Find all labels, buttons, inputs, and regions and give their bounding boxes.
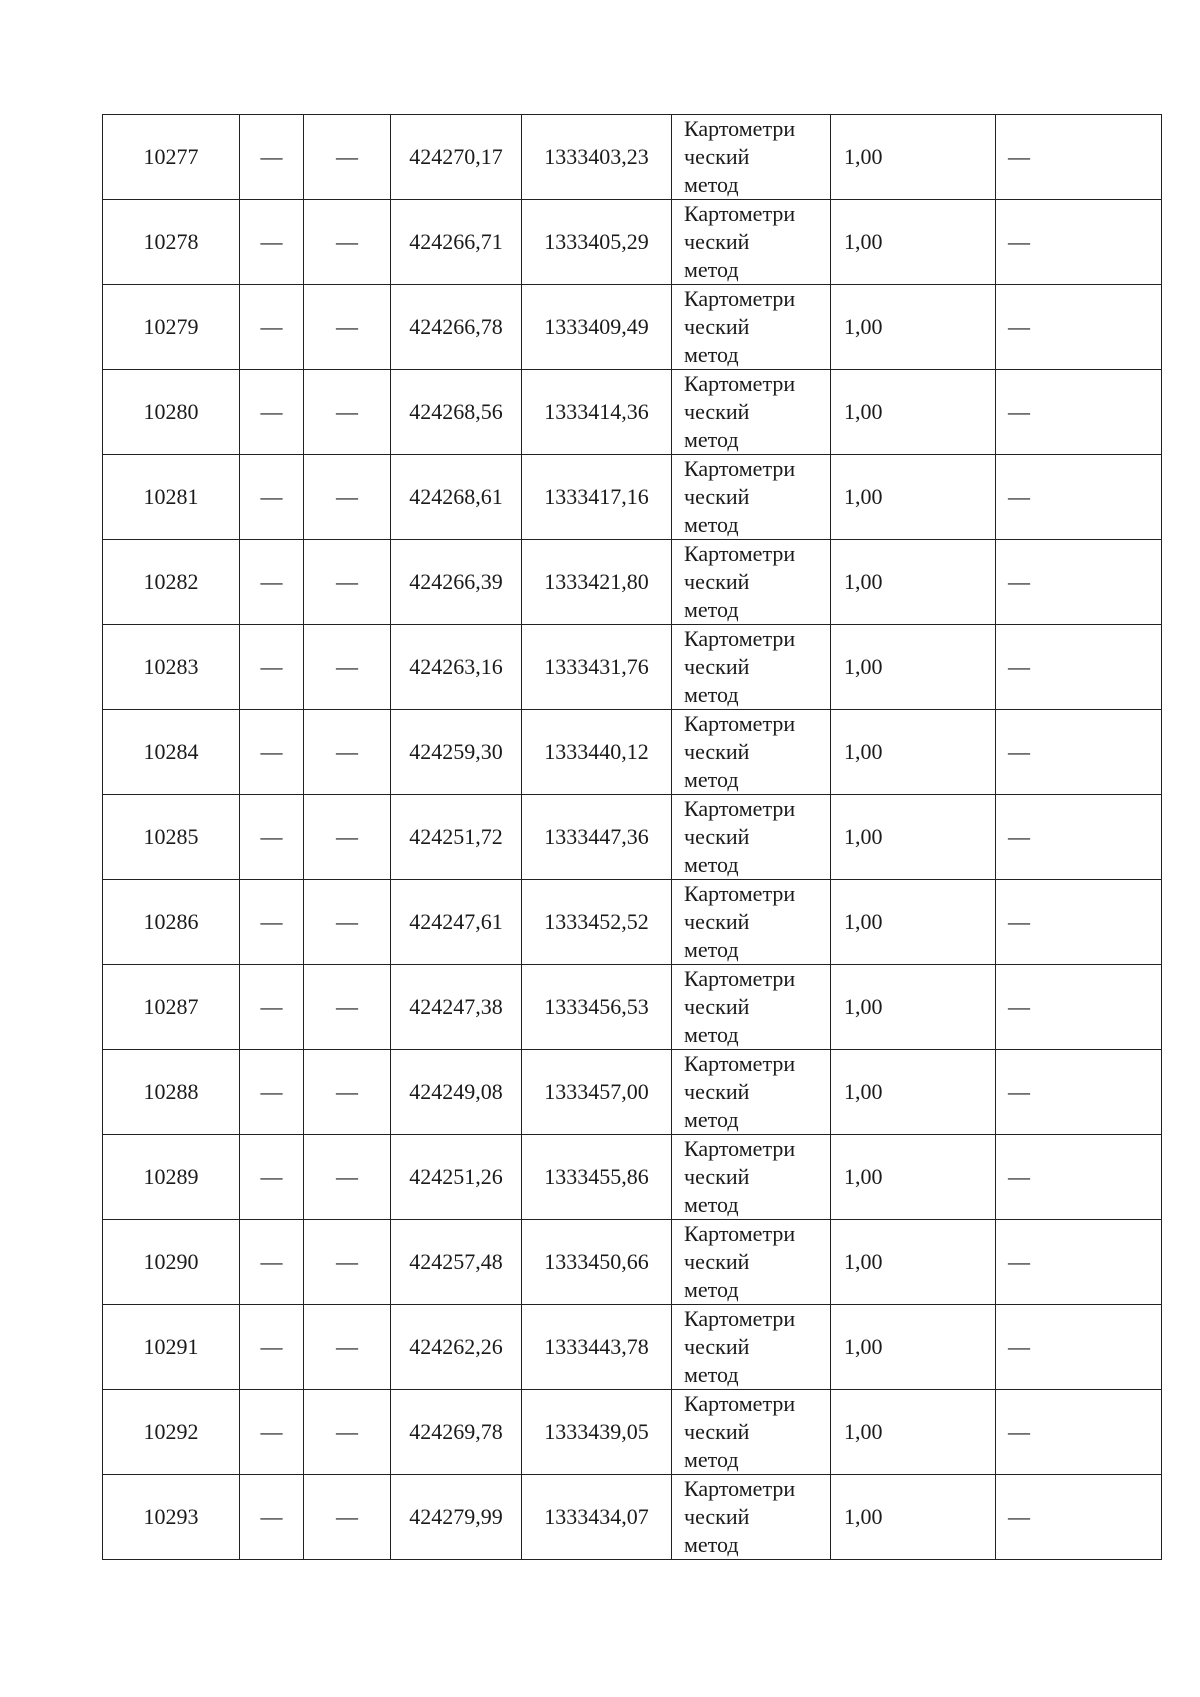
- accuracy-cell: 1,00: [831, 1305, 996, 1390]
- coordinate-y-cell: 1333455,86: [522, 1135, 672, 1220]
- previous-x-cell: —: [240, 455, 304, 540]
- coordinate-y-cell: 1333452,52: [522, 880, 672, 965]
- accuracy-cell: 1,00: [831, 1475, 996, 1560]
- note-cell: —: [996, 285, 1162, 370]
- table-row: [103, 965, 1162, 1050]
- method-cell: Картометри ческий метод: [672, 285, 831, 370]
- point-number-cell: 10281: [103, 455, 240, 540]
- coordinate-x-cell: 424266,71: [391, 200, 522, 285]
- point-number-cell: 10292: [103, 1390, 240, 1475]
- table-row: [103, 1390, 1162, 1475]
- coordinate-y-cell: 1333456,53: [522, 965, 672, 1050]
- note-cell: —: [996, 795, 1162, 880]
- coordinate-x-cell: 424249,08: [391, 1050, 522, 1135]
- accuracy-cell: 1,00: [831, 200, 996, 285]
- previous-y-cell: —: [304, 710, 391, 795]
- coordinate-x-cell: 424247,61: [391, 880, 522, 965]
- table-row: [103, 1220, 1162, 1305]
- coordinate-y-cell: 1333421,80: [522, 540, 672, 625]
- point-number-cell: 10290: [103, 1220, 240, 1305]
- coordinate-y-cell: 1333447,36: [522, 795, 672, 880]
- table-row: [103, 1050, 1162, 1135]
- previous-x-cell: —: [240, 1135, 304, 1220]
- coordinate-y-cell: 1333457,00: [522, 1050, 672, 1135]
- point-number-cell: 10279: [103, 285, 240, 370]
- point-number-cell: 10277: [103, 115, 240, 200]
- accuracy-cell: 1,00: [831, 1220, 996, 1305]
- table-row: [103, 1305, 1162, 1390]
- coordinate-y-cell: 1333417,16: [522, 455, 672, 540]
- coordinate-x-cell: 424263,16: [391, 625, 522, 710]
- accuracy-cell: 1,00: [831, 625, 996, 710]
- previous-x-cell: —: [240, 795, 304, 880]
- coordinate-x-cell: 424268,56: [391, 370, 522, 455]
- note-cell: —: [996, 540, 1162, 625]
- accuracy-cell: 1,00: [831, 710, 996, 795]
- method-cell: Картометри ческий метод: [672, 200, 831, 285]
- coordinate-y-cell: 1333434,07: [522, 1475, 672, 1560]
- previous-x-cell: —: [240, 880, 304, 965]
- coordinate-y-cell: 1333405,29: [522, 200, 672, 285]
- coordinate-x-cell: 424268,61: [391, 455, 522, 540]
- previous-y-cell: —: [304, 1305, 391, 1390]
- previous-x-cell: —: [240, 285, 304, 370]
- method-cell: Картометри ческий метод: [672, 115, 831, 200]
- method-cell: Картометри ческий метод: [672, 880, 831, 965]
- table-row: [103, 795, 1162, 880]
- accuracy-cell: 1,00: [831, 540, 996, 625]
- coordinate-y-cell: 1333440,12: [522, 710, 672, 795]
- previous-x-cell: —: [240, 115, 304, 200]
- method-cell: Картометри ческий метод: [672, 455, 831, 540]
- note-cell: —: [996, 625, 1162, 710]
- method-cell: Картометри ческий метод: [672, 625, 831, 710]
- previous-y-cell: —: [304, 285, 391, 370]
- note-cell: —: [996, 710, 1162, 795]
- note-cell: —: [996, 1390, 1162, 1475]
- accuracy-cell: 1,00: [831, 115, 996, 200]
- note-cell: —: [996, 115, 1162, 200]
- coordinate-x-cell: 424247,38: [391, 965, 522, 1050]
- previous-y-cell: —: [304, 1475, 391, 1560]
- previous-y-cell: —: [304, 115, 391, 200]
- previous-y-cell: —: [304, 880, 391, 965]
- accuracy-cell: 1,00: [831, 285, 996, 370]
- coordinate-x-cell: 424266,78: [391, 285, 522, 370]
- previous-y-cell: —: [304, 625, 391, 710]
- previous-y-cell: —: [304, 1390, 391, 1475]
- method-cell: Картометри ческий метод: [672, 710, 831, 795]
- point-number-cell: 10286: [103, 880, 240, 965]
- coordinate-y-cell: 1333409,49: [522, 285, 672, 370]
- previous-y-cell: —: [304, 455, 391, 540]
- note-cell: —: [996, 1220, 1162, 1305]
- previous-y-cell: —: [304, 370, 391, 455]
- previous-y-cell: —: [304, 200, 391, 285]
- note-cell: —: [996, 965, 1162, 1050]
- previous-y-cell: —: [304, 540, 391, 625]
- coordinates-table: [102, 114, 1162, 1560]
- point-number-cell: 10284: [103, 710, 240, 795]
- coordinate-x-cell: 424266,39: [391, 540, 522, 625]
- table-row: [103, 200, 1162, 285]
- coordinate-y-cell: 1333431,76: [522, 625, 672, 710]
- previous-x-cell: —: [240, 710, 304, 795]
- method-cell: Картометри ческий метод: [672, 1135, 831, 1220]
- table-row: [103, 285, 1162, 370]
- point-number-cell: 10283: [103, 625, 240, 710]
- accuracy-cell: 1,00: [831, 795, 996, 880]
- coordinate-x-cell: 424270,17: [391, 115, 522, 200]
- method-cell: Картометри ческий метод: [672, 540, 831, 625]
- point-number-cell: 10287: [103, 965, 240, 1050]
- accuracy-cell: 1,00: [831, 880, 996, 965]
- note-cell: —: [996, 1050, 1162, 1135]
- coordinate-y-cell: 1333414,36: [522, 370, 672, 455]
- method-cell: Картометри ческий метод: [672, 1305, 831, 1390]
- note-cell: —: [996, 455, 1162, 540]
- previous-x-cell: —: [240, 1305, 304, 1390]
- note-cell: —: [996, 880, 1162, 965]
- point-number-cell: 10291: [103, 1305, 240, 1390]
- previous-x-cell: —: [240, 370, 304, 455]
- point-number-cell: 10280: [103, 370, 240, 455]
- table-row: [103, 710, 1162, 795]
- coordinate-x-cell: 424257,48: [391, 1220, 522, 1305]
- accuracy-cell: 1,00: [831, 1390, 996, 1475]
- method-cell: Картометри ческий метод: [672, 1390, 831, 1475]
- table-row: [103, 540, 1162, 625]
- coordinate-x-cell: 424279,99: [391, 1475, 522, 1560]
- table-row: [103, 1475, 1162, 1560]
- previous-x-cell: —: [240, 540, 304, 625]
- method-cell: Картометри ческий метод: [672, 1220, 831, 1305]
- previous-y-cell: —: [304, 1050, 391, 1135]
- point-number-cell: 10285: [103, 795, 240, 880]
- coordinate-y-cell: 1333403,23: [522, 115, 672, 200]
- method-cell: Картометри ческий метод: [672, 370, 831, 455]
- coordinate-y-cell: 1333439,05: [522, 1390, 672, 1475]
- note-cell: —: [996, 1305, 1162, 1390]
- previous-x-cell: —: [240, 1050, 304, 1135]
- previous-x-cell: —: [240, 625, 304, 710]
- previous-y-cell: —: [304, 1220, 391, 1305]
- previous-x-cell: —: [240, 1220, 304, 1305]
- coordinate-y-cell: 1333443,78: [522, 1305, 672, 1390]
- accuracy-cell: 1,00: [831, 370, 996, 455]
- method-cell: Картометри ческий метод: [672, 1475, 831, 1560]
- previous-x-cell: —: [240, 200, 304, 285]
- accuracy-cell: 1,00: [831, 455, 996, 540]
- coordinate-x-cell: 424251,72: [391, 795, 522, 880]
- previous-x-cell: —: [240, 1390, 304, 1475]
- previous-y-cell: —: [304, 795, 391, 880]
- note-cell: —: [996, 200, 1162, 285]
- table-row: [103, 625, 1162, 710]
- accuracy-cell: 1,00: [831, 965, 996, 1050]
- accuracy-cell: 1,00: [831, 1050, 996, 1135]
- table-row: [103, 880, 1162, 965]
- coordinate-x-cell: 424269,78: [391, 1390, 522, 1475]
- coordinate-x-cell: 424262,26: [391, 1305, 522, 1390]
- table-row: [103, 115, 1162, 200]
- accuracy-cell: 1,00: [831, 1135, 996, 1220]
- method-cell: Картометри ческий метод: [672, 1050, 831, 1135]
- note-cell: —: [996, 1135, 1162, 1220]
- table-row: [103, 1135, 1162, 1220]
- previous-x-cell: —: [240, 1475, 304, 1560]
- point-number-cell: 10288: [103, 1050, 240, 1135]
- previous-y-cell: —: [304, 1135, 391, 1220]
- previous-y-cell: —: [304, 965, 391, 1050]
- method-cell: Картометри ческий метод: [672, 965, 831, 1050]
- point-number-cell: 10293: [103, 1475, 240, 1560]
- table-row: [103, 455, 1162, 540]
- table-row: [103, 370, 1162, 455]
- previous-x-cell: —: [240, 965, 304, 1050]
- point-number-cell: 10289: [103, 1135, 240, 1220]
- note-cell: —: [996, 1475, 1162, 1560]
- method-cell: Картометри ческий метод: [672, 795, 831, 880]
- point-number-cell: 10282: [103, 540, 240, 625]
- coordinate-x-cell: 424259,30: [391, 710, 522, 795]
- coordinate-y-cell: 1333450,66: [522, 1220, 672, 1305]
- table-body: [103, 115, 1162, 1560]
- coordinate-x-cell: 424251,26: [391, 1135, 522, 1220]
- point-number-cell: 10278: [103, 200, 240, 285]
- note-cell: —: [996, 370, 1162, 455]
